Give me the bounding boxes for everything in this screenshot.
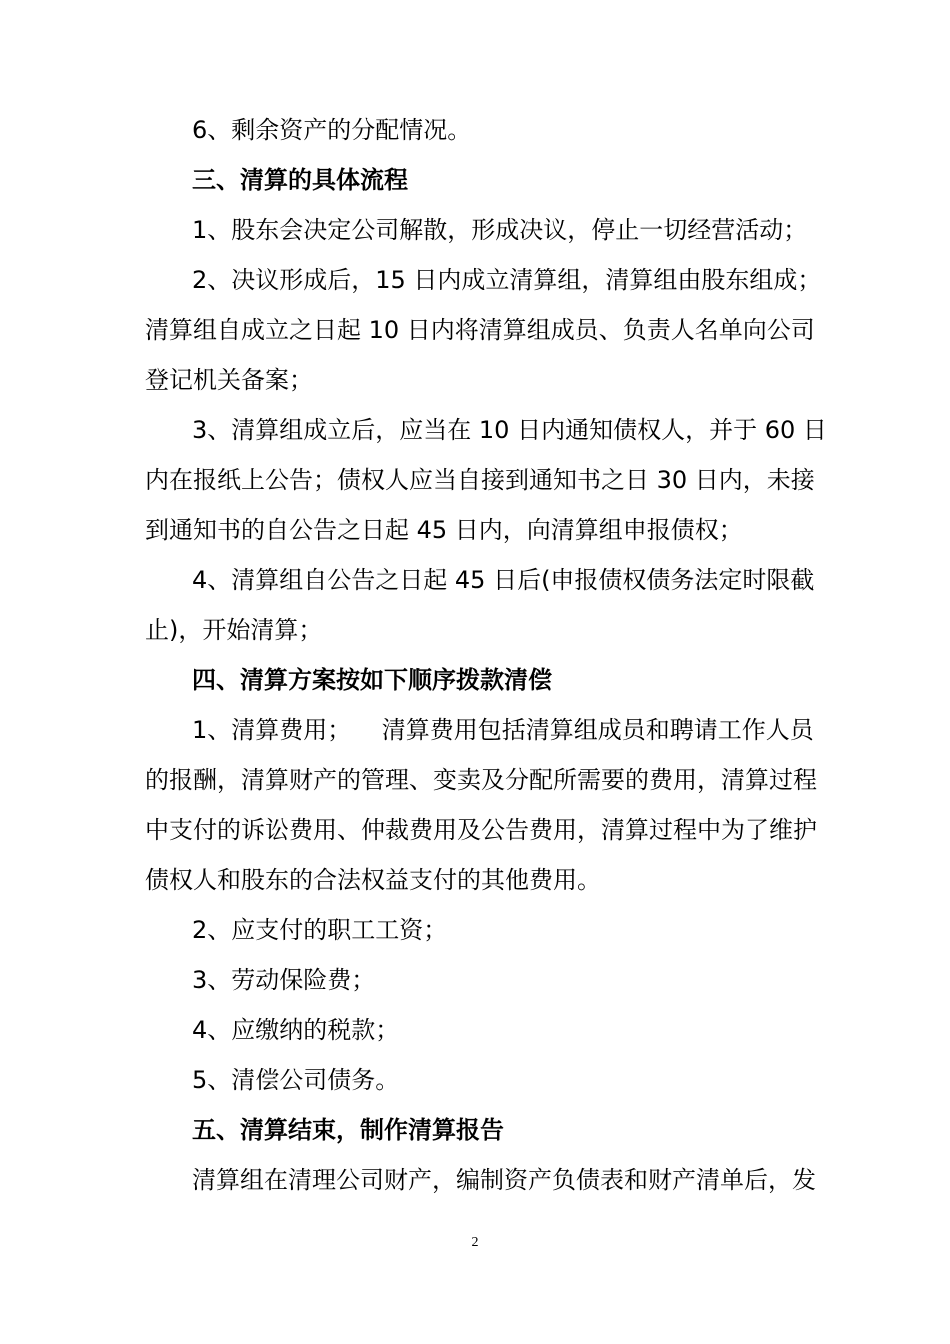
section-heading-liquidation-report: 五、清算结束，制作清算报告 [192,1116,504,1144]
process-step-3-line-1: 3、清算组成立后，应当在 10 日内通知债权人，并于 60 日 [192,416,827,444]
payment-item-1-line-4: 债权人和股东的合法权益支付的其他费用。 [145,866,601,894]
section-heading-payment-order: 四、清算方案按如下顺序拨款清偿 [192,666,552,694]
process-step-3-line-2: 内在报纸上公告；债权人应当自接到通知书之日 30 日内，未接 [145,466,815,494]
list-item-remaining-assets: 6、剩余资产的分配情况。 [192,116,472,144]
process-step-3-line-3: 到通知书的自公告之日起 45 日内，向清算组申报债权； [145,516,743,544]
process-step-4-line-2: 止)，开始清算； [145,616,323,644]
section-heading-liquidation-process: 三、清算的具体流程 [192,166,408,194]
payment-item-1-line-3: 中支付的诉讼费用、仲裁费用及公告费用，清算过程中为了维护 [145,816,817,844]
payment-item-3: 3、劳动保险费； [192,966,376,994]
payment-item-5: 5、清偿公司债务。 [192,1066,400,1094]
payment-item-2: 2、应支付的职工工资； [192,916,448,944]
payment-item-4: 4、应缴纳的税款； [192,1016,400,1044]
process-step-1: 1、股东会决定公司解散，形成决议，停止一切经营活动； [192,216,808,244]
report-paragraph-line-1: 清算组在清理公司财产，编制资产负债表和财产清单后，发 [192,1166,816,1194]
page-number: 2 [471,1235,479,1250]
process-step-2-line-1: 2、决议形成后，15 日内成立清算组，清算组由股东组成； [192,266,822,294]
process-step-4-line-1: 4、清算组自公告之日起 45 日后(申报债权债务法定时限截 [192,566,815,594]
payment-item-1-line-1: 1、清算费用； 清算费用包括清算组成员和聘请工作人员 [192,716,814,744]
process-step-2-line-3: 登记机关备案； [145,366,313,394]
payment-item-1-line-2: 的报酬，清算财产的管理、变卖及分配所需要的费用，清算过程 [145,766,817,794]
process-step-2-line-2: 清算组自成立之日起 10 日内将清算组成员、负责人名单向公司 [145,316,815,344]
